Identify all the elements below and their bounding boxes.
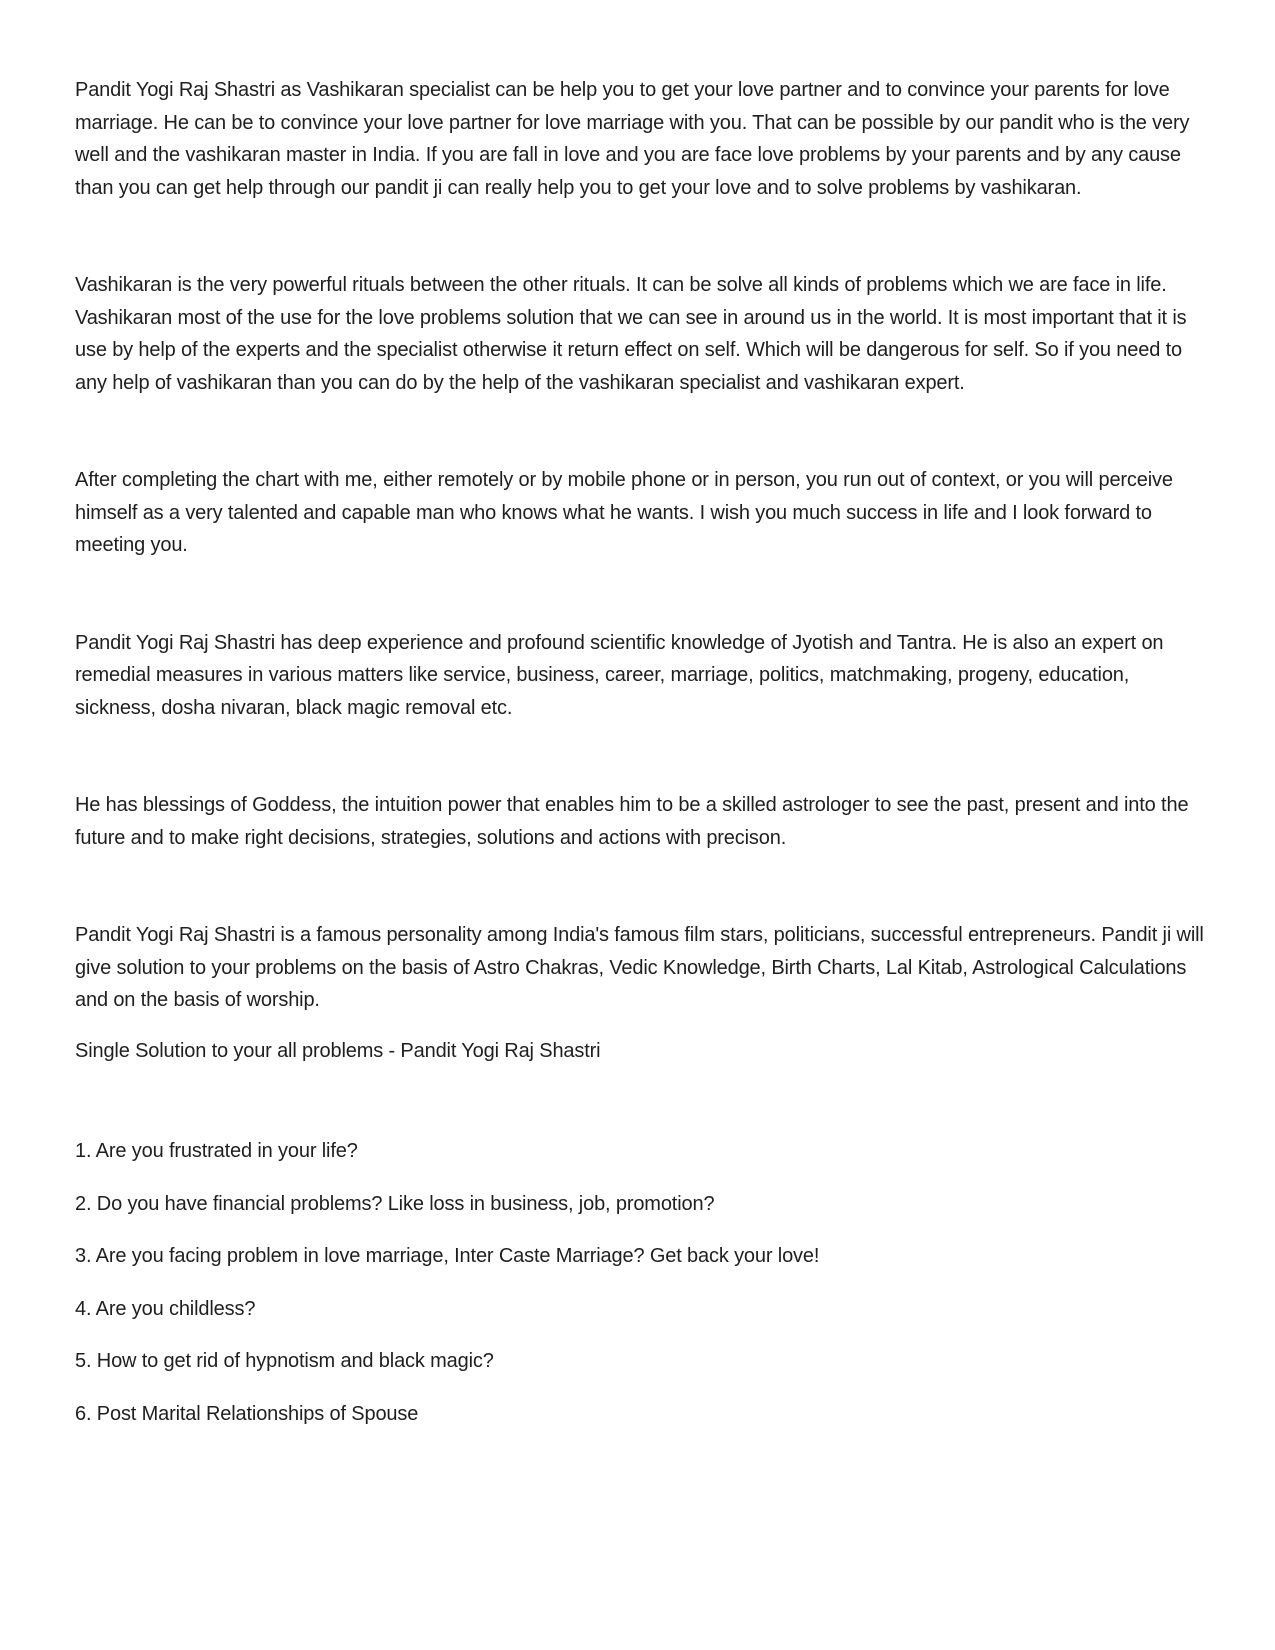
document-body	[75, 74, 1205, 1450]
paragraph-blessings: He has blessings of Goddess, the intuition power that enables him to be a skilled astrologer to see the past, present and into the future and to make right decisions, strategies, solutions and actions with precison.	[75, 794, 1189, 849]
paragraph-experience: Pandit Yogi Raj Shastri has deep experience and profound scientific knowledge of Jyotish and Tantra. He is also an expert on remedial measures in various matters like service, business, career, marriage, politics, matchmaking, progeny, education, sickness, dosha nivaran, black magic removal etc.	[75, 631, 1164, 719]
list-item: 4. Are you childless?	[75, 1297, 256, 1320]
list-item: 1. Are you frustrated in your life?	[75, 1140, 358, 1162]
list-item: 2. Do you have financial problems? Like loss in business, job, promotion?	[75, 1192, 715, 1215]
list-item: 5. How to get rid of hypnotism and black magic?	[75, 1350, 494, 1372]
paragraph-chart-consultation: After completing the chart with me, either remotely or by mobile phone or in person, you run out of context, or you will perceive himself as a very talented and capable man who knows what he wants. I wish you much success in life and I look forward to meeting you.	[75, 469, 1173, 556]
list-item: 6. Post Marital Relationships of Spouse	[75, 1402, 419, 1425]
question-list	[75, 1135, 1205, 1430]
paragraph-famous-personality: Pandit Yogi Raj Shastri is a famous personality among India's famous film stars, politicians, successful entrepreneurs. Pandit ji will give solution to your problems on the basis of Astro Chakras, Vedic Knowledge, Birth Charts, Lal Kitab, Astrological Calculations and on the basis of worship.	[75, 924, 1204, 1011]
tagline: Single Solution to your all problems - Pandit Yogi Raj Shastri	[75, 1039, 601, 1062]
list-item: 3. Are you facing problem in love marriage, Inter Caste Marriage? Get back your love!	[75, 1245, 820, 1267]
paragraph-vashikaran-rituals: Vashikaran is the very powerful rituals between the other rituals. It can be solve all kinds of problems which we are face in life. Vashikaran most of the use for the love problems solution that we can see in around us in the world. It is most important that it is use by help of the experts and the specialist otherwise it return effect on self. Which will be dangerous for self. So if you need to any help of vashikaran than you can do by the help of the vashikaran specialist and vashikaran expert.	[75, 274, 1187, 394]
paragraph-vashikaran-specialist: Pandit Yogi Raj Shastri as Vashikaran specialist can be help you to get your love partner and to convince your parents for love marriage. He can be to convince your love partner for love marriage with you. That can be possible by our pandit who is the very well and the vashikaran master in India. If you are fall in love and you are face love problems by your parents and by any cause than you can get help through our pandit ji can really help you to get your love and to solve problems by vashikaran.	[75, 79, 1190, 199]
